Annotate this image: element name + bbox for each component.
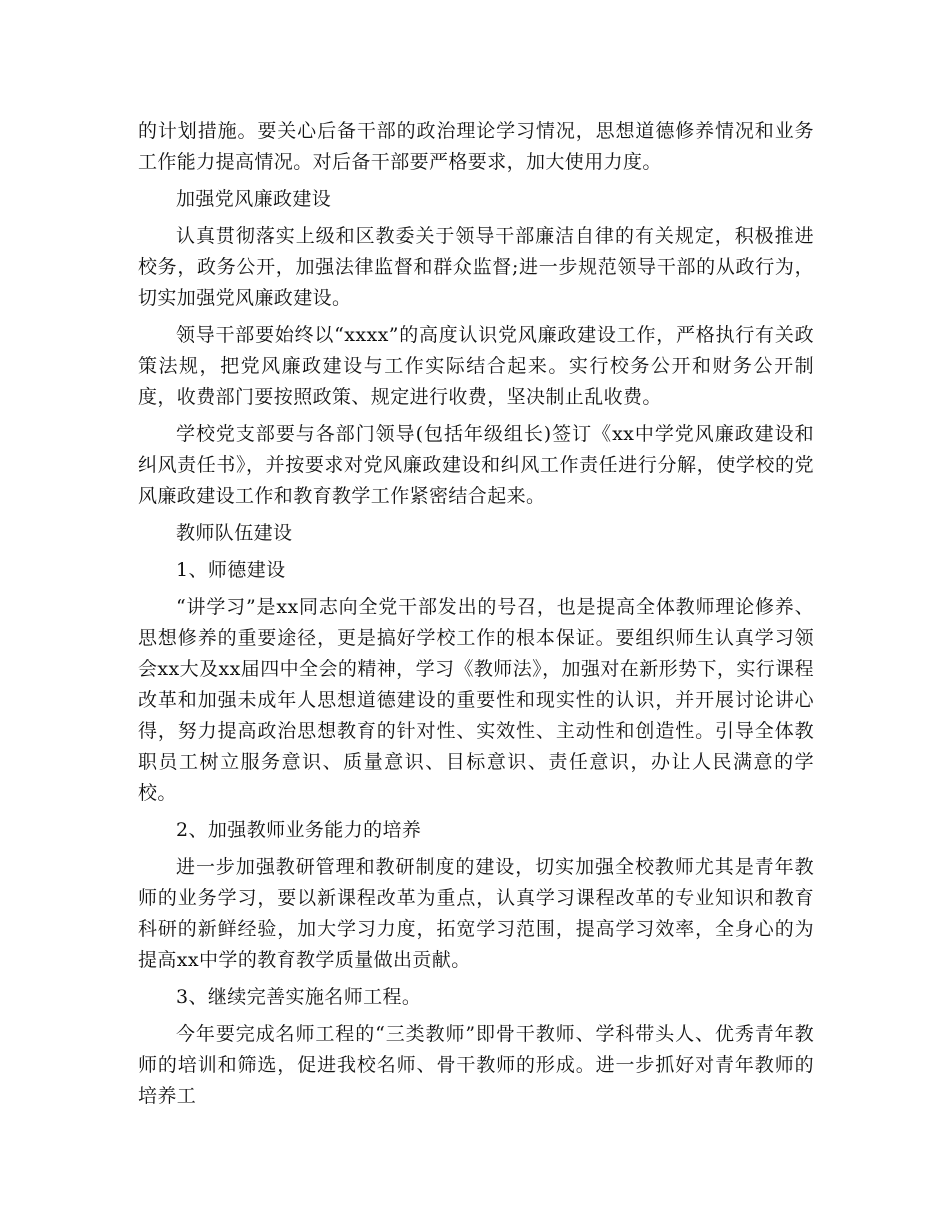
document-body xyxy=(138,116,814,1118)
heading-teacher-team: 教师队伍建设 xyxy=(176,522,293,544)
subheading-teacher-ethics: 1、师德建设 xyxy=(176,559,286,581)
paragraph-continuation: 的计划措施。要关心后备干部的政治理论学习情况，思想道德修养情况和业务工作能力提高情况。对后备干部要严格要求，加大使用力度。 xyxy=(138,120,814,173)
paragraph: 进一步加强教研管理和教研制度的建设，切实加强全校教师尤其是青年教师的业务学习，要以新课程改革为重点，认真学习课程改革的专业知识和教育科研的新鲜经验，加大学习力度，拓宽学习范围，提高学习效率，全身心的为提高xx中学的教育教学质量做出贡献。 xyxy=(138,856,814,971)
subheading-teacher-ability: 2、加强教师业务能力的培养 xyxy=(176,819,422,841)
paragraph: “讲学习”是xx同志向全党干部发出的号召，也是提高全体教师理论修养、思想修养的重要途径，更是搞好学校工作的根本保证。要组织师生认真学习领会xx大及xx届四中全会的精神，学习《教师法》，加强对在新形势下，实行课程改革和加强未成年人思想道德建设的重要性和现实性的认识，并开展讨论讲心得，努力提高政治思想教育的针对性、实效性、主动性和创造性。引导全体教职员工树立服务意识、质量意识、目标意识、责任意识，办让人民满意的学校。 xyxy=(138,596,814,804)
paragraph: 领导干部要始终以“xxxx”的高度认识党风廉政建设工作，严格执行有关政策法规，把党风廉政建设与工作实际结合起来。实行校务公开和财务公开制度，收费部门要按照政策、规定进行收费，坚决制止乱收费。 xyxy=(138,324,814,408)
paragraph: 今年要完成名师工程的“三类教师”即骨干教师、学科带头人、优秀青年教师的培训和筛选，促进我校名师、骨干教师的形成。进一步抓好对青年教师的培养工 xyxy=(138,1023,814,1107)
subheading-famous-teacher-project: 3、继续完善实施名师工程。 xyxy=(176,986,422,1008)
paragraph: 认真贯彻落实上级和区教委关于领导干部廉洁自律的有关规定，积极推进校务，政务公开，加强法律监督和群众监督;进一步规范领导干部的从政行为，切实加强党风廉政建设。 xyxy=(138,225,814,309)
heading-party-integrity: 加强党风廉政建设 xyxy=(176,188,332,210)
paragraph: 学校党支部要与各部门领导(包括年级组长)签订《xx中学党风廉政建设和纠风责任书》，并按要求对党风廉政建设和纠风工作责任进行分解，使学校的党风廉政建设工作和教育教学工作紧密结合起来。 xyxy=(138,423,814,507)
